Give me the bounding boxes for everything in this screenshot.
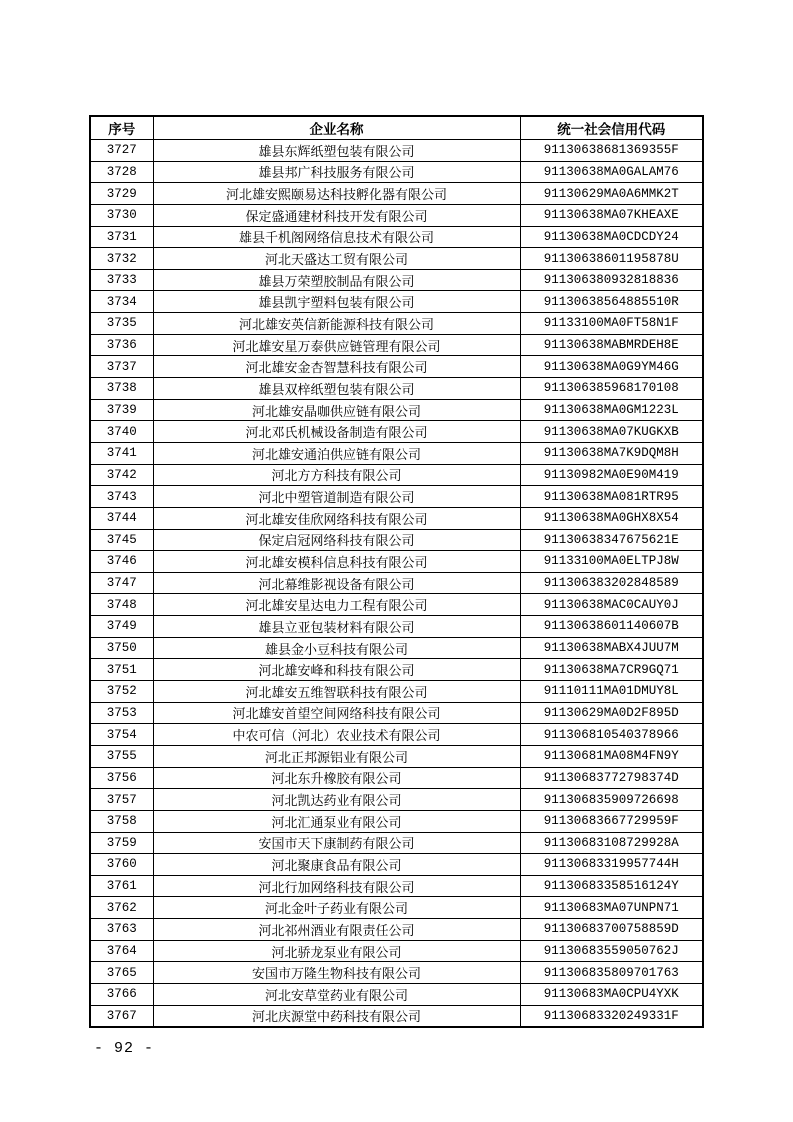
company-name-cell: 河北汇通泵业有限公司 — [153, 810, 520, 832]
credit-code-cell: 91130683772798374D — [520, 767, 703, 789]
credit-code-cell: 91130683667729959F — [520, 810, 703, 832]
table-row — [90, 464, 703, 486]
row-number-cell: 3727 — [90, 140, 153, 162]
company-name-cell: 河北雄安五维智联科技有限公司 — [153, 681, 520, 703]
table-row — [90, 204, 703, 226]
company-name-cell: 雄县金小豆科技有限公司 — [153, 637, 520, 659]
credit-code-cell: 91130638MA081RTR95 — [520, 486, 703, 508]
company-name-cell: 中农可信（河北）农业技术有限公司 — [153, 724, 520, 746]
company-name-cell: 河北骄龙泵业有限公司 — [153, 940, 520, 962]
table-body — [90, 140, 703, 1028]
row-number-cell: 3744 — [90, 507, 153, 529]
row-number-cell: 3737 — [90, 356, 153, 378]
table-row — [90, 983, 703, 1005]
table-row — [90, 269, 703, 291]
company-name-cell: 河北幕维影视设备有限公司 — [153, 572, 520, 594]
table-row — [90, 659, 703, 681]
row-number-cell: 3752 — [90, 681, 153, 703]
table-row — [90, 140, 703, 162]
row-number-cell: 3762 — [90, 897, 153, 919]
company-name-cell: 河北行加网络科技有限公司 — [153, 875, 520, 897]
table-row — [90, 702, 703, 724]
credit-code-cell: 91130638564885510R — [520, 291, 703, 313]
credit-code-cell: 91130683108729928A — [520, 832, 703, 854]
credit-code-cell: 91130638MA0CDCDY24 — [520, 226, 703, 248]
company-name-cell: 雄县东辉纸塑包装有限公司 — [153, 140, 520, 162]
row-number-cell: 3753 — [90, 702, 153, 724]
table-row — [90, 637, 703, 659]
table-row — [90, 919, 703, 941]
credit-code-cell: 91130638MA0GM1223L — [520, 399, 703, 421]
table-row — [90, 529, 703, 551]
table-row — [90, 572, 703, 594]
credit-code-cell: 91130683MA0CPU4YXK — [520, 983, 703, 1005]
credit-code-cell: 91130638MA07KUGKXB — [520, 421, 703, 443]
table-row — [90, 442, 703, 464]
table-row — [90, 507, 703, 529]
row-number-cell: 3743 — [90, 486, 153, 508]
table-row — [90, 334, 703, 356]
company-name-cell: 河北东升橡胶有限公司 — [153, 767, 520, 789]
table-row — [90, 789, 703, 811]
company-name-cell: 河北正邦源铝业有限公司 — [153, 745, 520, 767]
header-serial-number: 序号 — [90, 116, 153, 140]
credit-code-cell: 91130638MABX4JUU7M — [520, 637, 703, 659]
table-row — [90, 897, 703, 919]
table-row — [90, 854, 703, 876]
table-row — [90, 594, 703, 616]
credit-code-cell: 91130638MA7K9DQM8H — [520, 442, 703, 464]
credit-code-cell: 91130638681369355F — [520, 140, 703, 162]
company-name-cell: 河北雄安星达电力工程有限公司 — [153, 594, 520, 616]
table-row — [90, 616, 703, 638]
credit-code-cell: 91130683MA07UNPN71 — [520, 897, 703, 919]
row-number-cell: 3765 — [90, 962, 153, 984]
row-number-cell: 3736 — [90, 334, 153, 356]
credit-code-cell: 91130638MAC0CAUY0J — [520, 594, 703, 616]
company-table — [89, 115, 704, 1028]
row-number-cell: 3748 — [90, 594, 153, 616]
company-name-cell: 安国市万隆生物科技有限公司 — [153, 962, 520, 984]
row-number-cell: 3758 — [90, 810, 153, 832]
credit-code-cell: 911306835809701763 — [520, 962, 703, 984]
row-number-cell: 3733 — [90, 269, 153, 291]
credit-code-cell: 91130683700758859D — [520, 919, 703, 941]
row-number-cell: 3734 — [90, 291, 153, 313]
company-name-cell: 河北雄安英信新能源科技有限公司 — [153, 313, 520, 335]
credit-code-cell: 91130638601195878U — [520, 248, 703, 270]
table-row — [90, 226, 703, 248]
table-row — [90, 745, 703, 767]
company-name-cell: 河北雄安熙颐易达科技孵化器有限公司 — [153, 183, 520, 205]
header-company-name: 企业名称 — [153, 116, 520, 140]
credit-code-cell: 91130681MA08M4FN9Y — [520, 745, 703, 767]
company-name-cell: 河北雄安通泊供应链有限公司 — [153, 442, 520, 464]
credit-code-cell: 91130629MA0D2F895D — [520, 702, 703, 724]
company-name-cell: 雄县千机阁网络信息技术有限公司 — [153, 226, 520, 248]
company-name-cell: 河北方方科技有限公司 — [153, 464, 520, 486]
company-name-cell: 河北聚康食品有限公司 — [153, 854, 520, 876]
company-name-cell: 河北凯达药业有限公司 — [153, 789, 520, 811]
row-number-cell: 3745 — [90, 529, 153, 551]
row-number-cell: 3747 — [90, 572, 153, 594]
credit-code-cell: 911306383202848589 — [520, 572, 703, 594]
credit-code-cell: 91133100MA0FT58N1F — [520, 313, 703, 335]
row-number-cell: 3732 — [90, 248, 153, 270]
credit-code-cell: 91130683358516124Y — [520, 875, 703, 897]
company-name-cell: 河北雄安模科信息科技有限公司 — [153, 551, 520, 573]
table-row — [90, 940, 703, 962]
row-number-cell: 3730 — [90, 204, 153, 226]
company-name-cell: 雄县凯宇塑料包装有限公司 — [153, 291, 520, 313]
row-number-cell: 3754 — [90, 724, 153, 746]
row-number-cell: 3729 — [90, 183, 153, 205]
company-name-cell: 河北祁州酒业有限责任公司 — [153, 919, 520, 941]
row-number-cell: 3731 — [90, 226, 153, 248]
credit-code-cell: 91130982MA0E90M419 — [520, 464, 703, 486]
table-row — [90, 313, 703, 335]
row-number-cell: 3728 — [90, 161, 153, 183]
company-name-cell: 河北雄安首望空间网络科技有限公司 — [153, 702, 520, 724]
row-number-cell: 3739 — [90, 399, 153, 421]
company-name-cell: 河北雄安佳欣网络科技有限公司 — [153, 507, 520, 529]
table-row — [90, 962, 703, 984]
row-number-cell: 3766 — [90, 983, 153, 1005]
table-row — [90, 551, 703, 573]
credit-code-cell: 91130638MA0G9YM46G — [520, 356, 703, 378]
company-name-cell: 河北雄安峰和科技有限公司 — [153, 659, 520, 681]
table-row — [90, 421, 703, 443]
credit-code-cell: 91130638MA0GHX8X54 — [520, 507, 703, 529]
row-number-cell: 3760 — [90, 854, 153, 876]
table-row — [90, 399, 703, 421]
credit-code-cell: 911306835909726698 — [520, 789, 703, 811]
credit-code-cell: 91130638MA07KHEAXE — [520, 204, 703, 226]
row-number-cell: 3735 — [90, 313, 153, 335]
row-number-cell: 3740 — [90, 421, 153, 443]
table-row — [90, 486, 703, 508]
table-row — [90, 356, 703, 378]
page-number: - 92 - — [94, 1040, 155, 1057]
table-row — [90, 1005, 703, 1027]
table-row — [90, 248, 703, 270]
company-name-cell: 河北中塑管道制造有限公司 — [153, 486, 520, 508]
row-number-cell: 3746 — [90, 551, 153, 573]
company-name-cell: 河北雄安星万泰供应链管理有限公司 — [153, 334, 520, 356]
row-number-cell: 3751 — [90, 659, 153, 681]
company-name-cell: 保定盛通建材科技开发有限公司 — [153, 204, 520, 226]
credit-code-cell: 911306810540378966 — [520, 724, 703, 746]
credit-code-cell: 91130638MA7CR9GQ71 — [520, 659, 703, 681]
row-number-cell: 3755 — [90, 745, 153, 767]
table-row — [90, 183, 703, 205]
credit-code-cell: 91130683319957744H — [520, 854, 703, 876]
table-row — [90, 681, 703, 703]
credit-code-cell: 911306380932818836 — [520, 269, 703, 291]
company-name-cell: 河北安草堂药业有限公司 — [153, 983, 520, 1005]
table-row — [90, 724, 703, 746]
table-header-row — [90, 116, 703, 140]
row-number-cell: 3742 — [90, 464, 153, 486]
row-number-cell: 3757 — [90, 789, 153, 811]
row-number-cell: 3764 — [90, 940, 153, 962]
row-number-cell: 3756 — [90, 767, 153, 789]
company-name-cell: 雄县万荣塑胶制品有限公司 — [153, 269, 520, 291]
header-credit-code: 统一社会信用代码 — [520, 116, 703, 140]
credit-code-cell: 91110111MA01DMUY8L — [520, 681, 703, 703]
table-row — [90, 875, 703, 897]
credit-code-cell: 911306385968170108 — [520, 378, 703, 400]
table-row — [90, 810, 703, 832]
credit-code-cell: 91130683559050762J — [520, 940, 703, 962]
table-header — [90, 116, 703, 140]
row-number-cell: 3749 — [90, 616, 153, 638]
row-number-cell: 3738 — [90, 378, 153, 400]
table-row — [90, 832, 703, 854]
credit-code-cell: 91130638601140607B — [520, 616, 703, 638]
company-name-cell: 河北邓氏机械设备制造有限公司 — [153, 421, 520, 443]
row-number-cell: 3763 — [90, 919, 153, 941]
company-name-cell: 保定启冠网络科技有限公司 — [153, 529, 520, 551]
credit-code-cell: 91130638MABMRDEH8E — [520, 334, 703, 356]
company-name-cell: 雄县立亚包装材料有限公司 — [153, 616, 520, 638]
credit-code-cell: 91130638MA0GALAM76 — [520, 161, 703, 183]
credit-code-cell: 91133100MA0ELTPJ8W — [520, 551, 703, 573]
row-number-cell: 3761 — [90, 875, 153, 897]
company-name-cell: 河北庆源堂中药科技有限公司 — [153, 1005, 520, 1027]
credit-code-cell: 91130638347675621E — [520, 529, 703, 551]
credit-code-cell: 91130629MA0A6MMK2T — [520, 183, 703, 205]
company-name-cell: 河北天盛达工贸有限公司 — [153, 248, 520, 270]
company-name-cell: 河北雄安金杏智慧科技有限公司 — [153, 356, 520, 378]
company-name-cell: 雄县邦广科技服务有限公司 — [153, 161, 520, 183]
table-row — [90, 161, 703, 183]
company-name-cell: 河北雄安晶咖供应链有限公司 — [153, 399, 520, 421]
company-name-cell: 安国市天下康制药有限公司 — [153, 832, 520, 854]
row-number-cell: 3741 — [90, 442, 153, 464]
table-row — [90, 291, 703, 313]
credit-code-cell: 91130683320249331F — [520, 1005, 703, 1027]
company-name-cell: 雄县双梓纸塑包装有限公司 — [153, 378, 520, 400]
row-number-cell: 3767 — [90, 1005, 153, 1027]
table-row — [90, 767, 703, 789]
table-row — [90, 378, 703, 400]
row-number-cell: 3759 — [90, 832, 153, 854]
company-name-cell: 河北金叶子药业有限公司 — [153, 897, 520, 919]
row-number-cell: 3750 — [90, 637, 153, 659]
